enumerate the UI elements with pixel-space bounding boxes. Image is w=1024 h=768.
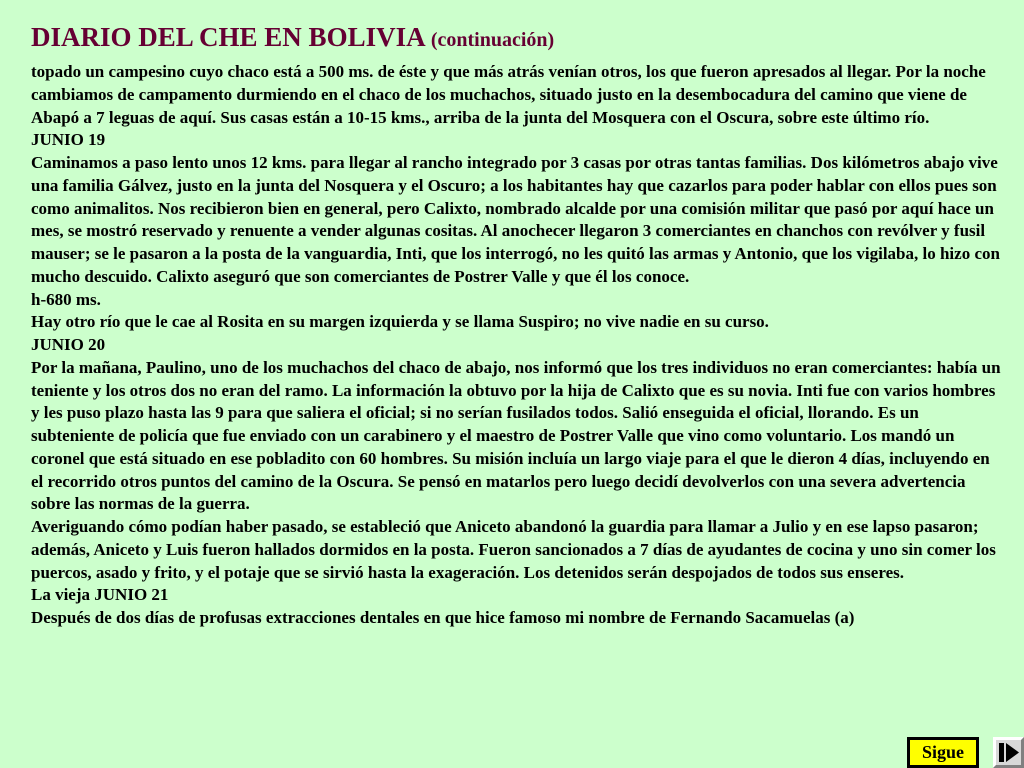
diary-paragraph: Por la mañana, Paulino, uno de los muchachos del chaco de abajo, nos informó que los tres individuos no eran comerciantes: había un teniente y los otros dos no eran del ramo. La información la obtuvo por la hija de Calixto que es su novia. Inti fue con varios hombres y les puso plazo hasta las 9 para que saliera el oficial; si no serían fusilados todos. Salió enseguida el oficial, llorando. Es un subteniente de policía que fue enviado con un carabinero y el maestro de Postrer Valle que vino como voluntario. Los mandó un coronel que está situado en ese pobladito con 60 hombres. Su misión incluía un largo viaje para el que le dieron 4 días, incluyendo en el recorrido otros puntos del camino de la Oscura. Se pensó en matarlos pero luego decidí devolverlos con una severa advertencia sobre las normas de la guerra. (31, 357, 1001, 514)
diary-paragraph: topado un campesino cuyo chaco está a 500 ms. de éste y que más atrás venían otros, los que fueron apresados al llegar. Por la noche cambiamos de campamento durmiendo en el chaco de los muchachos, situado justo en la desembocadura del camino que viene de Abapó a 7 leguas de aquí. Sus casas están a 10-15 kms., arriba de la junta del Mosquera con el Oscura, sobre este último río. (31, 62, 986, 127)
page-subtitle: (continuación) (430, 29, 555, 51)
diary-date-heading: La vieja JUNIO 21 (31, 585, 169, 605)
diary-date-heading: JUNIO 19 (31, 130, 106, 150)
diary-paragraph: Hay otro río que le cae al Rosita en su margen izquierda y se llama Suspiro; no vive nadie en su curso. (31, 312, 769, 332)
diary-altitude-note: h-680 ms. (31, 289, 101, 309)
diary-text (31, 61, 1006, 630)
page-title-text: DIARIO DEL CHE EN BOLIVIA (31, 22, 425, 52)
diary-paragraph: Después de dos días de profusas extracciones dentales en que hice famoso mi nombre de Fernando Sacamuelas (a) (31, 608, 855, 627)
page-title (31, 20, 554, 57)
next-button[interactable]: Sigue (907, 737, 979, 768)
last-slide-icon[interactable] (993, 737, 1024, 768)
diary-paragraph: Caminamos a paso lento unos 12 kms. para llegar al rancho integrado por 3 casas por otras tantas familias. Dos kilómetros abajo vive una familia Gálvez, justo en la junta del Nosquera y el Oscuro; a los habitantes hay que cazarlos para poder hablar con ellos pues son como animalitos. Nos recibieron bien en general, pero Calixto, nombrado alcalde por una comisión militar que pasó por aquí hace un mes, se mostró reservado y renuente a vender algunas cositas. Al anochecer llegaron 3 comerciantes en chanchos con revólver y fusil mauser; se le pasaron a la posta de la vanguardia, Inti, que los interrogó, no les quitó las armas y Antonio, que los vigilaba, lo hizo con mucho descuido. Calixto aseguró que son comerciantes de Postrer Valle y que él los conoce. (31, 153, 1000, 286)
diary-paragraph: Averiguando cómo podían haber pasado, se estableció que Aniceto abandonó la guardia para llamar a Julio y en ese lapso pasaron; además, Aniceto y Luis fueron hallados dormidos en la posta. Fueron sancionados a 7 días de ayudantes de cocina y uno sin comer los puercos, asado y frito, y el potaje que se sirvió hasta la exageración. Los detenidos serán despojados de todos sus enseres. (31, 517, 996, 582)
diary-date-heading: JUNIO 20 (31, 335, 106, 354)
